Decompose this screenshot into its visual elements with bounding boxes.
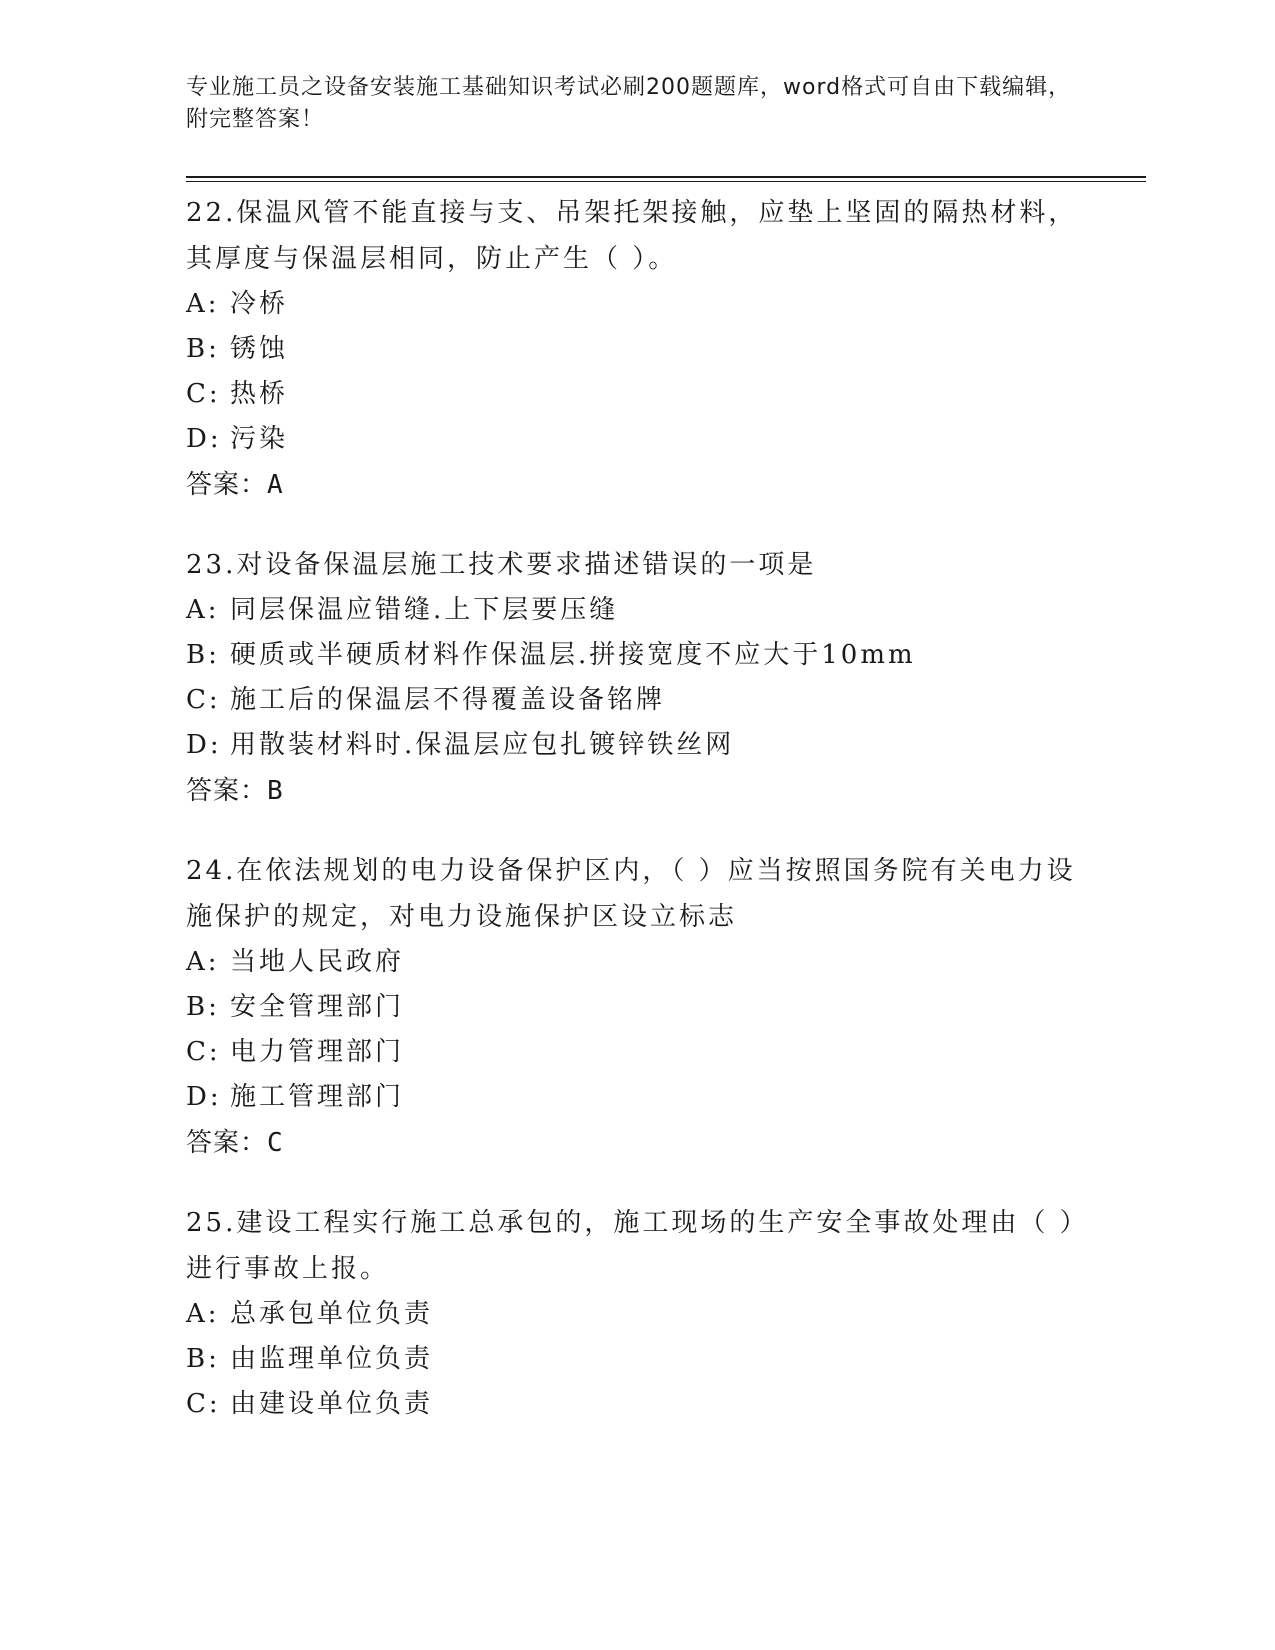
- option-key: C:: [186, 1389, 221, 1419]
- option-text: 用散装材料时.保温层应包扎镀锌铁丝网: [230, 730, 735, 760]
- option-b: [186, 985, 1086, 1030]
- option-key: B:: [186, 992, 220, 1022]
- option-key: C:: [186, 379, 221, 409]
- option-text: 同层保温应错缝.上下层要压缝: [230, 595, 619, 625]
- answer-label: 答案：: [186, 1128, 268, 1158]
- option-text: 锈蚀: [230, 334, 289, 364]
- option-text: 总承包单位负责: [230, 1299, 434, 1329]
- question-23: [186, 542, 1086, 814]
- option-text: 污染: [230, 424, 289, 454]
- option-d: [186, 723, 1086, 768]
- option-text: 由建设单位负责: [230, 1389, 434, 1419]
- question-text: 23.对设备保温层施工技术要求描述错误的一项是: [186, 550, 817, 580]
- option-key: B:: [186, 1344, 220, 1374]
- option-text: 施工后的保温层不得覆盖设备铭牌: [230, 685, 666, 715]
- option-b: [186, 633, 1086, 678]
- option-b: [186, 327, 1086, 372]
- answer-line: [186, 462, 1086, 508]
- option-text: 电力管理部门: [230, 1037, 405, 1067]
- option-text: 施工管理部门: [230, 1082, 405, 1112]
- option-text: 当地人民政府: [230, 947, 405, 977]
- option-text: 冷桥: [230, 289, 289, 319]
- option-a: [186, 282, 1086, 327]
- question-text: 25.建设工程实行施工总承包的，施工现场的生产安全事故处理由（ ）进行事故上报。: [186, 1208, 1076, 1284]
- option-c: [186, 372, 1086, 417]
- option-key: D:: [186, 1082, 222, 1112]
- answer-value: C: [267, 1128, 284, 1158]
- option-text: 安全管理部门: [230, 992, 405, 1022]
- option-c: [186, 1030, 1086, 1075]
- option-c: [186, 678, 1086, 723]
- option-d: [186, 417, 1086, 462]
- document-header: 专业施工员之设备安装施工基础知识考试必刷200题题库，word格式可自由下载编辑，附完整答案！: [186, 75, 1072, 132]
- option-key: C:: [186, 1037, 221, 1067]
- option-b: [186, 1337, 1086, 1382]
- option-text: 硬质或半硬质材料作保温层.拼接宽度不应大于10mm: [230, 640, 916, 670]
- answer-label: 答案：: [186, 470, 268, 500]
- option-key: C:: [186, 685, 221, 715]
- option-text: 热桥: [230, 379, 289, 409]
- option-a: [186, 1292, 1086, 1337]
- answer-value: A: [267, 470, 284, 500]
- answer-value: B: [267, 776, 284, 806]
- option-key: B:: [186, 640, 220, 670]
- answer-line: [186, 768, 1086, 814]
- option-a: [186, 940, 1086, 985]
- option-a: [186, 588, 1086, 633]
- question-text: 22.保温风管不能直接与支、吊架托架接触，应垫上坚固的隔热材料，其厚度与保温层相同，防止产生（ ）。: [186, 198, 1078, 274]
- option-c: [186, 1382, 1086, 1427]
- answer-label: 答案：: [186, 776, 268, 806]
- option-text: 由监理单位负责: [230, 1344, 434, 1374]
- header-divider: [186, 176, 1146, 182]
- question-25: [186, 1200, 1086, 1427]
- question-text: 24.在依法规划的电力设备保护区内，（ ）应当按照国务院有关电力设施保护的规定，对电力设施保护区设立标志: [186, 856, 1076, 932]
- option-key: B:: [186, 334, 220, 364]
- answer-line: [186, 1120, 1086, 1166]
- option-key: A:: [186, 595, 220, 625]
- question-list: [186, 190, 1086, 1461]
- option-key: A:: [186, 947, 220, 977]
- question-24: [186, 848, 1086, 1166]
- question-22: [186, 190, 1086, 508]
- option-key: D:: [186, 730, 222, 760]
- option-key: A:: [186, 1299, 220, 1329]
- option-key: D:: [186, 424, 222, 454]
- option-key: A:: [186, 289, 220, 319]
- option-d: [186, 1075, 1086, 1120]
